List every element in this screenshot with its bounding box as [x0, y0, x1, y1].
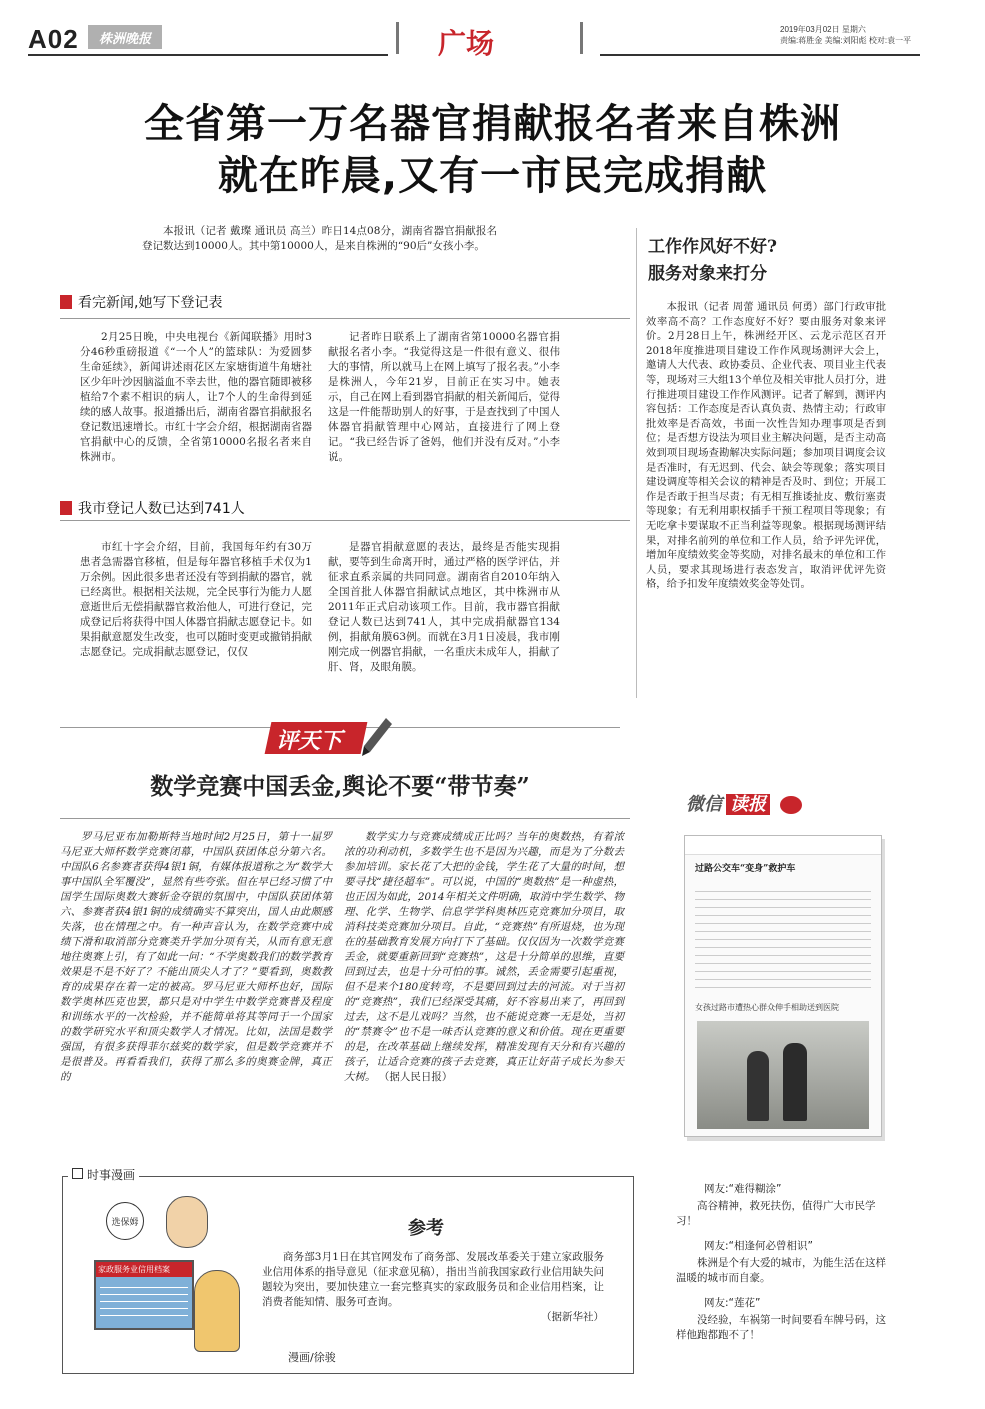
card-photo [697, 1021, 869, 1129]
comment-text: 高谷精神，救死扶伤，值得广大市民学习！ [676, 1200, 876, 1227]
editorial-title: 数学竞赛中国丢金,舆论不要“带节奏” [150, 773, 530, 800]
comment-nick: 网友:“难得糊涂” [704, 1183, 782, 1195]
comic-source: （据新华社） [541, 1311, 604, 1323]
subhead-1 [60, 292, 222, 312]
editorial-banner-text: 评天下 [276, 728, 343, 754]
side-title-line-1: 工作作风好不好? [648, 237, 777, 257]
editorial-title-rule [60, 818, 630, 819]
reader-comments [676, 1182, 896, 1353]
section2-column-2: 是器官捐献意愿的表达，最终是否能实现捐献，要等到生命离开时，通过严格的医学评估，并征求直系亲属的共同同意。湖南省自2010年纳入全国首批人体器官捐献试点地区，其中株洲市从2011年正式启动该项工作。目前，我市器官捐献登记人数已达到741人，其中完成捐献器官134例，捐献角膜63例。而就在3月1日凌晨，我市刚刚完成一例器官捐献，一名重庆未成年人，捐献了肝、肾，及眼角膜。 [328, 541, 560, 673]
comic-title: 参考 [408, 1218, 444, 1239]
comic-screen-lines [100, 1281, 188, 1319]
comic-figure-top [166, 1196, 208, 1248]
subhead-2-text: 我市登记人数已达到741人 [78, 501, 245, 517]
side-story-title [648, 234, 777, 288]
section1-column-2: 记者昨日联系上了湖南省第10000名器官捐献报名者小李。“我觉得这是一件很有意义、很伟大的事情，所以就马上在网上填写了报名表。”小李是株洲人，今年21岁，目前正在实习中。她表示，自己在网上看到器官捐献的相关新闻后，觉得这是一件能帮助别人的好事，于是查找到了中国人体器官捐献管理中心网站，直接进行了网上登记。“我已经告诉了爸妈，他们并没有反对。”小李说。 [328, 331, 560, 463]
photo-person-2 [783, 1043, 807, 1121]
comment-text: 株洲是个有大爱的城市，为能生活在这样温暖的城市而自豪。 [676, 1257, 886, 1284]
section-title: 广场 [438, 27, 495, 60]
editorial-column-2 [344, 830, 624, 1085]
comic-illustration [76, 1190, 252, 1362]
comic-speech-bubble: 选保姆 [106, 1202, 144, 1240]
headline-line-2: 就在昨晨,又有一市民完成捐献 [217, 153, 768, 199]
subhead-marker [60, 295, 72, 309]
wechat-article-card [684, 835, 882, 1137]
column-divider [636, 228, 637, 698]
comic-figure-bottom [194, 1270, 240, 1352]
comic-text [262, 1250, 604, 1325]
card-headline: 过路公交车“变身”救护车 [695, 864, 796, 874]
photo-person-1 [747, 1051, 769, 1121]
header-rule-right [600, 54, 920, 56]
weixin-label-red: 读报 [726, 794, 770, 815]
header-rule-left [28, 54, 388, 56]
comic-screen-title: 家政服务业信用档案 [96, 1262, 192, 1277]
card-text-block [695, 884, 871, 994]
comment-nick: 网友:“相逢何必曾相识” [704, 1240, 813, 1252]
issue-date: 2019年03月02日 星期六 [780, 25, 866, 34]
main-headline [0, 98, 985, 202]
editorial-column-1: 罗马尼亚布加勒斯特当地时间2月25日，第十一届罗马尼亚大师杯数学竞赛闭幕，中国队获团体总分第六名。中国队6名参赛者获得4银1铜，有媒体报道称之为“数学大事中国队全军覆没”，显然有些夸张。但在早已经习惯了中国学生国际奥数大赛斩金夺银的氛围中，中国队获团体第六、参赛者获4银1铜的成绩确实不算突出，国人由此颇感失落，也在情理之中。有一种声音认为，在数学竞赛中成绩下滑和取消部分竞赛类升学加分项有关，从而有意无意地往奥赛上引，有了如此一问：“不学奥数我们的数学教育效果是不是不好了？不能出顶尖人才了？”要看到，奥数教育的成果存在着一定的被高。罗马尼亚大师杯也好，国际数学奥林匹克也罢，都只是对中学生中数学竞赛普及程度和训练水平的一次检验，并不能简单将其等同于一个国家的数学研究水平和顶尖数学人才情况。比如，法国是数学强国，有很多获得菲尔兹奖的数学家，但是数学竞赛并不是很普及。再看看我们，获得了那么多的奥赛金牌，真正的 [60, 831, 332, 1083]
card-caption: 女孩过路市遭热心群众伸手相助送到医院 [695, 1003, 839, 1012]
chat-bubble-icon [780, 796, 802, 814]
weixin-label-text: 微信 [686, 794, 722, 815]
subhead-marker [60, 501, 72, 515]
header-divider-left [396, 22, 399, 54]
side-title-line-2: 服务对象来打分 [648, 264, 767, 284]
comment-item [676, 1182, 896, 1229]
comic-text-body: 商务部3月1日在其官网发布了商务部、发展改革委关于建立家政服务业信用体系的指导意见（征求意见稿），指出当前我国家政行业信用缺失问题较为突出，要加快建立一套完整真实的家政服务员和企业信用档案，让消费者能知情、服务可查询。 [262, 1251, 604, 1308]
weixin-label [686, 790, 802, 816]
comment-item [676, 1296, 896, 1343]
subhead-2 [60, 498, 245, 518]
headline-line-1: 全省第一万名器官捐献报名者来自株洲 [144, 101, 841, 147]
subhead-1-text: 看完新闻,她写下登记表 [78, 295, 223, 311]
subhead2-rule [60, 520, 630, 521]
comic-credit: 漫画/徐骏 [288, 1351, 336, 1364]
header-divider-right [580, 22, 583, 54]
comment-item [676, 1239, 896, 1286]
card-topbar [685, 836, 881, 855]
section1-column-1: 2月25日晚，中央电视台《新闻联播》用时3分46秒重磅报道《“一个人”的篮球队：为爱圆梦 生命延续》，新闻讲述雨花区左家塘街道牛角塘社区少年叶沙因脑溢血不幸去世，他的器官随即被移植给7个素不相识的病人，让7个人的生命得到延续的感人故事。报道播出后，湖南省器官捐献报名登记数迅速增长。市红十字会介绍，根据湖南省器官捐献中心的反馈，全省第10000名报名者来自株洲市。 [80, 331, 312, 463]
section2-column-1: 市红十字会介绍，目前，我国每年约有30万患者急需器官移植，但是每年器官移植手术仅为1万余例。因此很多患者还没有等到捐献的器官，就已经离世。根据相关法规，完全民事行为能力人愿意逝世后无偿捐献器官救治他人，可进行登记，完成登记后将获得中国人体器官捐献志愿登记卡。如果捐献意愿发生改变，也可以随时变更或撤销捐献志愿登记。完成捐献志愿登记，仅仅 [80, 541, 312, 658]
comment-nick: 网友:“莲花” [704, 1297, 761, 1309]
editor-credits: 责编:蒋胜金 美编:刘阳彪 校对:袁一平 [780, 36, 912, 45]
comic-label-text: 时事漫画 [87, 1168, 136, 1182]
paper-logo: 株洲晚报 [88, 25, 162, 49]
comic-monitor [94, 1260, 194, 1330]
lead-paragraph: 本报讯（记者 戴璨 通讯员 高兰）昨日14点08分，湖南省器官捐献报名登记数达到10000人。其中第10000人，是来自株洲的“90后”女孩小李。 [142, 225, 497, 252]
checkbox-icon [72, 1168, 83, 1179]
editorial-column-2-text: 数学实力与竞赛成绩成正比吗？当年的奥数热，有着浓浓的功利动机，多数学生也不是因为兴趣，而是为了分数去参加培训。家长花了大把的金钱，学生花了大量的时间，想要寻找“捷径超车”。可以说，中国的“奥数热”是一种虚热，也正因为如此，2014年相关文件明确，取消中学生数学、物理、化学、生物学、信息学学科奥林匹克竞赛加分项目，取消科技类竞赛加分项目。自此，“竞赛热”有所退烧，也为现在的基础教育发展方向打下了基础。仅仅因为一次数学竞赛丢金，就要重新回到“竞赛热”，这是十分简单的思维，直要回到过去，也是十分可怕的事。诚然，丢金需要引起重视，但不是来个180度转弯，不是要回到过去的河流。对于当初的“竞赛热”，我们已经深受其痛，好不容易出来了，再回到过去，这不是儿戏吗？当然，也不能说竞赛一无是处，当初的“禁赛令”也不是一味否认竞赛的意义和价值。现在更重要的是，在改革基础上继续发挥，精准发现有天分和有兴趣的孩子，让适合竞赛的孩子去竞赛，真正让好苗子成长为参天大树。 [344, 831, 624, 1083]
comment-text: 没经验，车祸第一时间要看车牌号码，这样他跑都跑不了！ [676, 1314, 886, 1341]
comic-label [68, 1166, 139, 1183]
pen-icon [360, 716, 394, 760]
side-story-body: 本报讯（记者 周蕾 通讯员 何勇）部门行政审批效率高不高？工作态度好不好？要由服务对象来评价。2月28日上午，株洲经开区、云龙示范区召开2018年度推进项目建设工作作风现场测评大会上，邀请人大代表、政协委员、企业代表、项目业主代表等，现场对三大组13个单位及相关审批人员打分，进行推进项目建设工作作风测评。记者了解到，测评内容包括：工作态度是否认真负责、热情主动；行政审批效率是否高效，书面一次性告知办理事项是否到位；是否想方设法为项目业主解决问题，是否主动高效到项目现场查勘解决实际问题；参加项目调度会议是否准时，有无迟到、代会、缺会等现象；落实项目建设调度等相关会议的精神是否及时、到位；开展工作是否敢于担当尽责；有无相互推诿扯皮、敷衍塞责等现象；有无利用职权插手干预工程项目等现象；有无吃拿卡要谋取不正当利益等现象。根据现场测评结果，对排名前列的单位和工作人员，给予评先评优，增加年度绩效奖金等奖励，对排名最末的单位和工作人员，要求其现场进行表态发言，取消评优评先资格，给予扣发年度绩效奖金等处罚。 [646, 301, 886, 591]
subhead1-rule [60, 318, 630, 319]
page-number: A02 [28, 24, 79, 54]
header-meta [780, 24, 911, 46]
editorial-source: （据人民日报） [378, 1071, 453, 1083]
editorial-banner [268, 722, 388, 756]
